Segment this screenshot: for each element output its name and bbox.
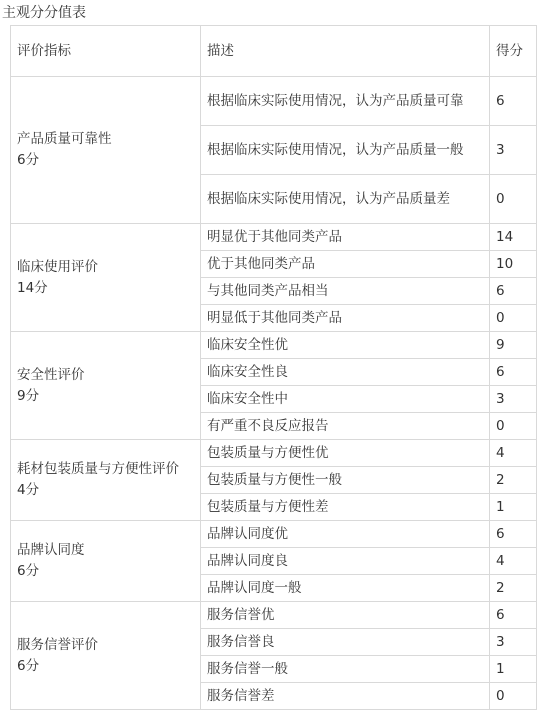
table-row (11, 224, 537, 251)
score-cell: 1 (490, 656, 537, 683)
description-cell: 服务信誉优 (201, 602, 490, 629)
header-description: 描述 (201, 26, 490, 77)
score-cell: 0 (490, 683, 537, 710)
description-cell: 与其他同类产品相当 (201, 278, 490, 305)
score-cell: 2 (490, 467, 537, 494)
score-cell: 4 (490, 548, 537, 575)
category-points: 14分 (17, 279, 48, 296)
category-points: 6分 (17, 657, 40, 674)
description-cell: 服务信誉一般 (201, 656, 490, 683)
table-row (11, 440, 537, 467)
description-cell: 临床安全性优 (201, 332, 490, 359)
table-row (11, 332, 537, 359)
description-cell: 品牌认同度一般 (201, 575, 490, 602)
category-name: 服务信誉评价 (17, 636, 98, 653)
category-cell (11, 602, 201, 710)
description-cell: 包装质量与方便性一般 (201, 467, 490, 494)
description-cell: 包装质量与方便性优 (201, 440, 490, 467)
score-cell: 6 (490, 359, 537, 386)
table-header-row (11, 26, 537, 77)
category-points: 6分 (17, 152, 40, 168)
description-cell: 根据临床实际使用情况，认为产品质量差 (201, 175, 490, 224)
score-cell: 6 (490, 602, 537, 629)
table-row (11, 602, 537, 629)
page-title: 主观分分值表 (2, 5, 86, 21)
description-cell: 服务信誉差 (201, 683, 490, 710)
description-cell: 有严重不良反应报告 (201, 413, 490, 440)
description-cell: 包装质量与方便性差 (201, 494, 490, 521)
description-cell: 根据临床实际使用情况，认为产品质量可靠 (201, 77, 490, 126)
score-cell: 2 (490, 575, 537, 602)
score-cell: 10 (490, 251, 537, 278)
score-cell: 4 (490, 440, 537, 467)
category-points: 6分 (17, 563, 40, 579)
score-cell: 3 (490, 386, 537, 413)
score-cell: 6 (490, 77, 537, 126)
category-points: 9分 (17, 387, 40, 404)
score-cell: 6 (490, 278, 537, 305)
description-cell: 优于其他同类产品 (201, 251, 490, 278)
category-cell (11, 77, 201, 224)
score-cell: 0 (490, 413, 537, 440)
category-cell (11, 521, 201, 602)
category-cell (11, 224, 201, 332)
description-cell: 临床安全性良 (201, 359, 490, 386)
score-cell: 0 (490, 305, 537, 332)
score-cell: 0 (490, 175, 537, 224)
category-name: 耗材包装质量与方便性评价 (17, 461, 179, 477)
score-cell: 3 (490, 126, 537, 175)
category-name: 品牌认同度 (17, 542, 85, 558)
table-row (11, 77, 537, 126)
score-cell: 1 (490, 494, 537, 521)
header-criteria: 评价指标 (11, 26, 201, 77)
description-cell: 明显优于其他同类产品 (201, 224, 490, 251)
score-cell: 14 (490, 224, 537, 251)
description-cell: 明显低于其他同类产品 (201, 305, 490, 332)
category-cell (11, 332, 201, 440)
score-cell: 6 (490, 521, 537, 548)
category-name: 安全性评价 (17, 366, 85, 383)
description-cell: 根据临床实际使用情况，认为产品质量一般 (201, 126, 490, 175)
header-score: 得分 (490, 26, 537, 77)
category-name: 产品质量可靠性 (17, 131, 112, 147)
description-cell: 品牌认同度优 (201, 521, 490, 548)
score-cell: 9 (490, 332, 537, 359)
category-points: 4分 (17, 482, 40, 498)
score-cell: 3 (490, 629, 537, 656)
description-cell: 服务信誉良 (201, 629, 490, 656)
description-cell: 临床安全性中 (201, 386, 490, 413)
table-row (11, 521, 537, 548)
category-name: 临床使用评价 (17, 258, 98, 275)
description-cell: 品牌认同度良 (201, 548, 490, 575)
category-cell (11, 440, 201, 521)
score-table (10, 25, 537, 710)
